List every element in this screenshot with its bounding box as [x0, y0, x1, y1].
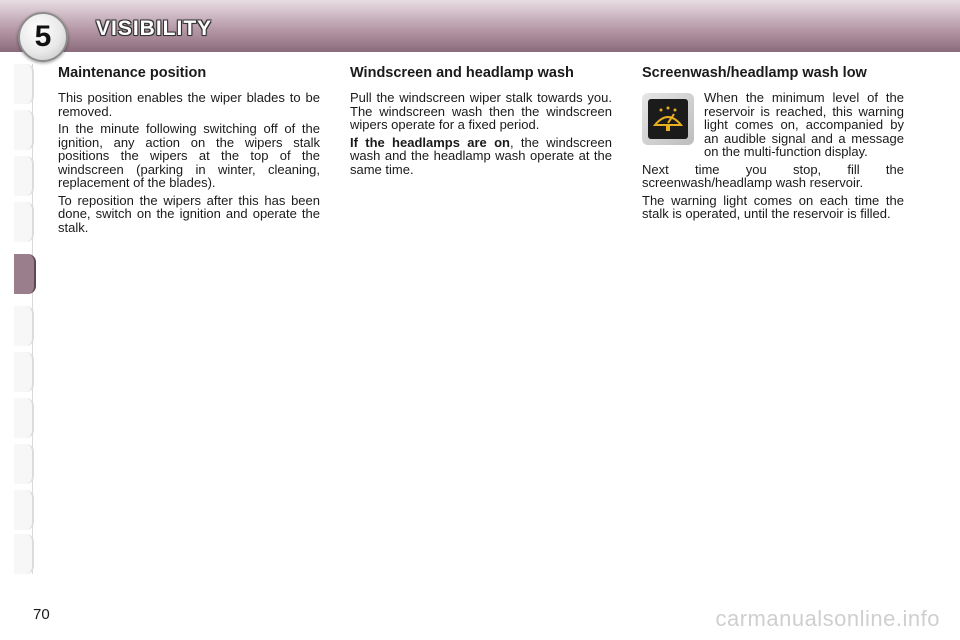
paragraph — [350, 136, 612, 177]
paragraph: Next time you stop, fill the screenwash/headlamp wash reservoir. — [642, 161, 904, 190]
paragraph: The warning light comes on each time the stalk is operated, until the reservoir is filled. — [642, 192, 904, 221]
chapter-tab-active[interactable] — [14, 254, 36, 294]
chapter-tab[interactable] — [14, 110, 34, 150]
column-screenwash-low — [642, 66, 904, 225]
chapter-tab[interactable] — [14, 352, 34, 392]
chapter-title: VISIBILITY — [96, 17, 213, 40]
warning-light-frame — [642, 93, 694, 145]
chapter-tab[interactable] — [14, 156, 34, 196]
section-title: Maintenance position — [58, 65, 207, 81]
paragraph: In the minute following switching off of the ignition, any action on the wipers stalk positions the wipers at the top of the windscreen (parking in winter, cleaning, replacement of the blades). — [58, 121, 320, 190]
page-number: 70 — [33, 606, 50, 623]
bold-lead: If the headlamps are on — [350, 134, 510, 150]
chapter-tab[interactable] — [14, 490, 34, 530]
chapter-tab[interactable] — [14, 534, 34, 574]
chapter-badge: 5 — [18, 12, 68, 62]
chapter-tab[interactable] — [14, 202, 34, 242]
chapter-tab[interactable] — [14, 444, 34, 484]
chapter-tab[interactable] — [14, 398, 34, 438]
column-windscreen-headlamp-wash — [350, 66, 612, 180]
paragraph: When the minimum level of the reservoir is reached, this warning light comes on, accompanied by an audible signal and a message on the multi-function display. — [704, 90, 904, 159]
section-title: Screenwash/headlamp wash low — [642, 65, 867, 81]
washer-fluid-warning-icon — [648, 99, 688, 139]
chapter-tab-strip — [14, 64, 33, 574]
paragraph: To reposition the wipers after this has been done, switch on the ignition and operate the stalk. — [58, 192, 320, 235]
paragraph: This position enables the wiper blades to be removed. — [58, 90, 320, 119]
paragraph-tail: , the windscreen wash and the headlamp wash operate at the same time. — [350, 134, 612, 177]
section-title: Windscreen and headlamp wash — [350, 65, 574, 81]
paragraph: Pull the windscreen wiper stalk towards you. The windscreen wash then the windscreen wipers operate for a fixed period. — [350, 90, 612, 132]
chapter-tab[interactable] — [14, 64, 34, 104]
column-maintenance-position — [58, 66, 320, 238]
chapter-tab[interactable] — [14, 306, 34, 346]
watermark: carmanualsonline.info — [715, 606, 940, 631]
